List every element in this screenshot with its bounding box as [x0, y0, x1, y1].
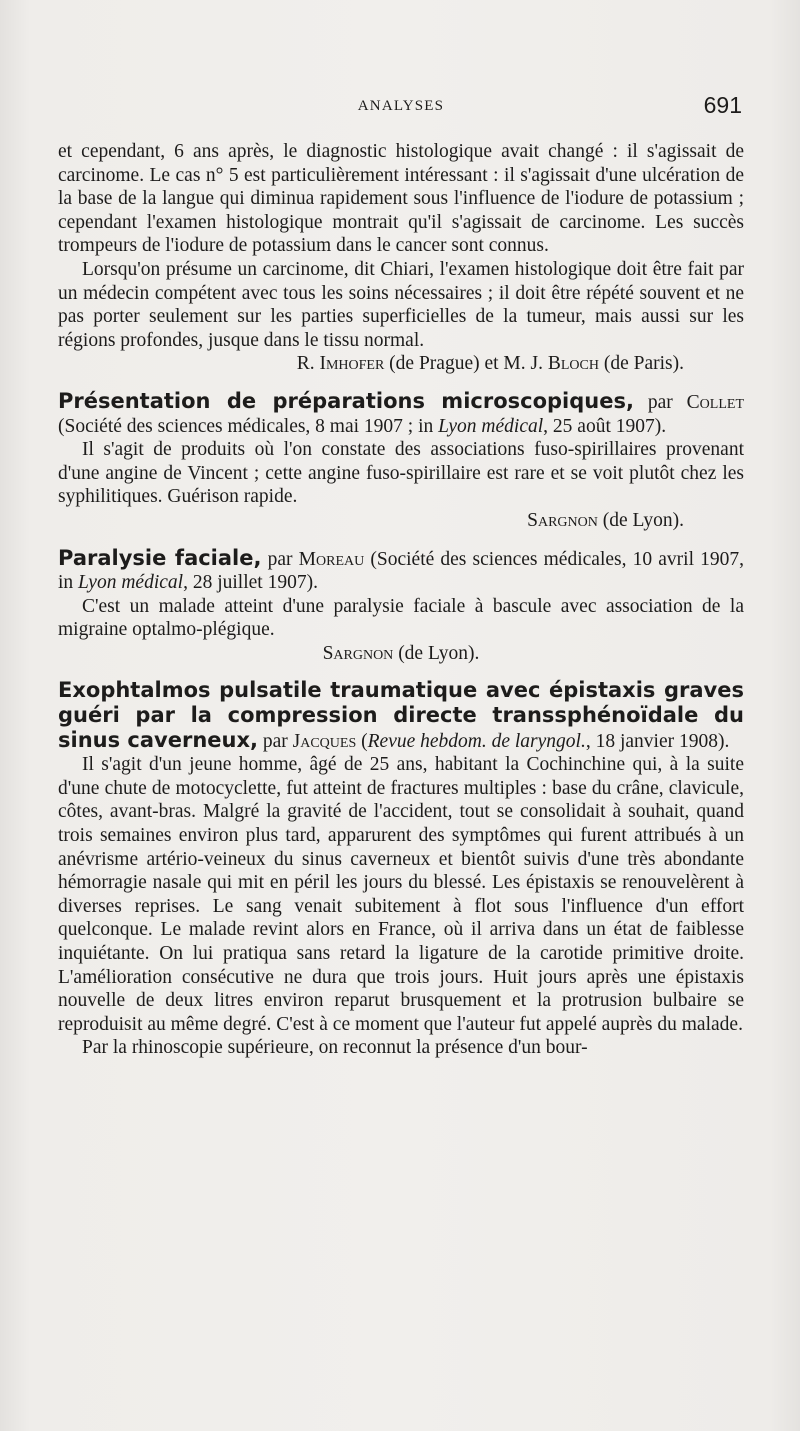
signature-text: (de Lyon). [393, 642, 480, 664]
by-text: par [633, 391, 687, 413]
signature-text: (de Paris). [598, 353, 684, 375]
journal-name: Revue hebdom. de laryngol. [367, 730, 586, 752]
page-body [58, 140, 744, 1060]
reference-text: (Société des sciences médicales, 8 mai 1907 ; in [58, 415, 439, 437]
entry-heading [58, 679, 744, 753]
reference-text: (Société des sciences médicales, 10 avril 1907, in [58, 548, 745, 594]
entry-paralysie-faciale [58, 547, 744, 666]
entry-author: Moreau [298, 548, 365, 570]
entry-body: Il s'agit de produits où l'on constate des associations fuso-spirillaires provenant d'une angine de Vincent ; cette angine fuso-spirillaire est rare et se voit plutôt chez les syphilitiques. Guérison rapide. [58, 439, 744, 508]
author-name: Sargnon [527, 509, 598, 531]
entry-exophtalmos-pulsatile [58, 679, 744, 1060]
author-name: Bloch [547, 353, 599, 375]
entry-title: Exophtalmos pulsatile traumatique avec épistaxis graves guéri par la compression directe transsphénoïdale du sinus caverneux, [58, 678, 744, 752]
page-number: 691 [703, 92, 742, 118]
entry-heading [58, 390, 744, 438]
by-text: par [257, 730, 293, 752]
signature-text: (de Lyon). [597, 509, 684, 531]
signature-text: (de Prague) et M. J. [384, 353, 548, 375]
entry-author: Jacques [292, 730, 357, 752]
signature-sargnon [58, 642, 744, 666]
reference-text: , 25 août 1907). [543, 415, 667, 437]
author-name: Sargnon [322, 642, 394, 664]
journal-name: Lyon médical [438, 415, 544, 437]
signature-imhofer-bloch [58, 352, 744, 376]
entry-title: Présentation de préparations microscopiques, [58, 388, 634, 413]
entry-preparations-microscopiques [58, 390, 744, 533]
continuation-paragraph: et cependant, 6 ans après, le diagnostic histologique avait changé : il s'agissait de carcinome. Le cas n° 5 est particulièrement intéressant : il s'agissait d'une ulcération de la base de la langue qui diminua rapidement sous l'influence de l'iodure de potassium ; cependant l'examen histologique montrait qu'il s'agissait de carcinome. Les succès trompeurs de l'iodure de potassium dans le cancer sont connus. [58, 141, 744, 257]
running-head: ANALYSES [357, 98, 445, 114]
journal-name: Lyon médical [78, 572, 184, 594]
entry-author: Collet [686, 391, 744, 413]
reference-text: , 18 janvier 1908). [585, 730, 730, 752]
continuation-paragraph-2: Lorsqu'on présume un carcinome, dit Chiari, l'examen histologique doit être fait par un médecin compétent avec tous les soins nécessaires ; il doit être répété souvent et ne pas porter seulement sur les parties superficielles de la tumeur, mais aussi sur les régions profondes, jusque dans le tissu normal. [58, 258, 744, 351]
reference-text: ( [356, 730, 368, 752]
entry-body: Il s'agit d'un jeune homme, âgé de 25 ans, habitant la Cochinchine qui, à la suite d'une chute de motocyclette, fut atteint de fractures multiples : base du crâne, clavicule, côtes, avant-bras. Malgré la gravité de l'accident, tout se consolidait à souhait, quand trois semaines environ plus tard, apparurent des symptômes qui furent attribués à un anévrisme artério-veineux du sinus caverneux et bientôt suivis d'une très abondante hémorragie nasale qui mit en péril les jours du blessé. Les épistaxis se renouvelèrent à diverses reprises. Le sang venait subitement à flot sous l'influence d'un effort quelconque. Le malade revint alors en France, où il arriva dans un état de faiblesse inquiétante. On lui pratiqua sans retard la ligature de la carotide primitive droite. L'amélioration consécutive ne dura que trois jours. Huit jours après une épistaxis nouvelle de deux litres environ reparut brusquement et la protrusion bulbaire se reproduisit au même degré. C'est à ce moment que l'auteur fut appelé auprès du malade. [58, 754, 744, 1035]
page-header [60, 92, 742, 122]
entry-body: C'est un malade atteint d'une paralysie faciale à bascule avec association de la migraine optalmo-plégique. [58, 595, 744, 641]
by-text: par [261, 548, 299, 570]
entry-body-continued: Par la rhinoscopie supérieure, on reconnut la présence d'un bour- [82, 1037, 588, 1059]
entry-title: Paralysie faciale, [58, 545, 262, 570]
reference-text: , 28 juillet 1907). [183, 572, 318, 594]
entry-heading [58, 547, 744, 595]
signature-sargnon [58, 509, 744, 533]
author-name: R. Imhofer [296, 353, 385, 375]
